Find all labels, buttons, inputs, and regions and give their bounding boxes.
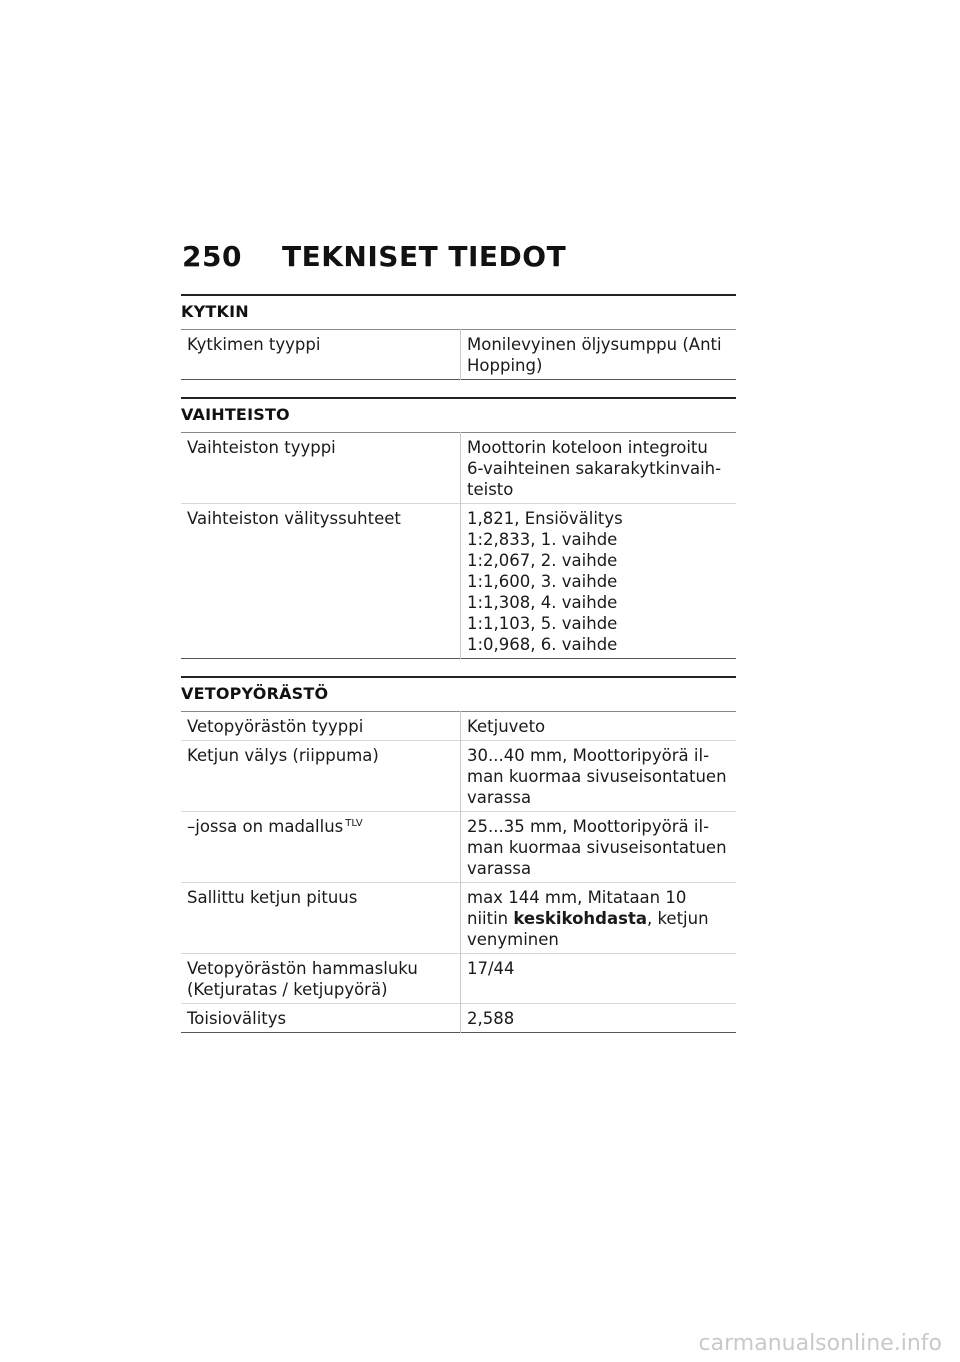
- value-line: 1:1,600, 3. vaihde: [467, 572, 618, 591]
- page-header: [182, 240, 567, 273]
- spec-value: [461, 883, 737, 954]
- table-row: [181, 712, 736, 741]
- value-line: 2,588: [467, 1009, 515, 1028]
- spec-label: [181, 812, 461, 883]
- spec-label: Kytkimen tyyppi: [181, 330, 461, 380]
- spec-content: [181, 294, 736, 1050]
- value-line: [467, 908, 730, 929]
- spec-label: Ketjun välys (riippuma): [181, 741, 461, 812]
- section-kytkin: [181, 294, 736, 380]
- spec-value: [461, 812, 737, 883]
- value-line: 25...35 mm, Moottoripyörä il-: [467, 817, 710, 836]
- value-line: man kuormaa sivuseisontatuen: [467, 767, 727, 786]
- spec-value: [461, 741, 737, 812]
- value-line: Moottorin koteloon integroitu: [467, 438, 708, 457]
- spec-value: [461, 433, 737, 504]
- value-line: 1:1,308, 4. vaihde: [467, 593, 618, 612]
- section-title: VAIHTEISTO: [181, 397, 736, 432]
- table-row: [181, 812, 736, 883]
- spec-label: Sallittu ketjun pituus: [181, 883, 461, 954]
- spec-label: Vaihteiston tyyppi: [181, 433, 461, 504]
- table-row: [181, 741, 736, 812]
- table-row: [181, 504, 736, 659]
- value-line: 17/44: [467, 959, 515, 978]
- value-line: 6-vaihteinen sakarakytkinvaih-: [467, 459, 722, 478]
- value-line: max 144 mm, Mitataan 10: [467, 888, 687, 907]
- spec-value: [461, 330, 737, 380]
- spec-table: [181, 329, 736, 380]
- value-text: , ketjun: [646, 909, 709, 928]
- value-line: Ketjuveto: [467, 717, 546, 736]
- spec-label: Vaihteiston välityssuhteet: [181, 504, 461, 659]
- spec-value: [461, 712, 737, 741]
- watermark: carmanualsonline.info: [698, 1331, 942, 1356]
- label-text: –jossa on madallus: [187, 817, 344, 836]
- value-line: man kuormaa sivuseisontatuen: [467, 838, 727, 857]
- spec-label: Vetopyörästön tyyppi: [181, 712, 461, 741]
- label-line: (Ketjuratas / ketjupyörä): [187, 980, 388, 999]
- value-line: venyminen: [467, 930, 559, 949]
- value-line: varassa: [467, 859, 532, 878]
- spec-value: [461, 1004, 737, 1033]
- value-line: 1:0,968, 6. vaihde: [467, 635, 618, 654]
- value-line: Hopping): [467, 356, 543, 375]
- section-vetopyorasto: [181, 676, 736, 1033]
- table-row: [181, 954, 736, 1004]
- section-vaihteisto: [181, 397, 736, 659]
- value-line: varassa: [467, 788, 532, 807]
- spec-value: [461, 504, 737, 659]
- value-line: 1,821, Ensiövälitys: [467, 509, 623, 528]
- value-line: 1:1,103, 5. vaihde: [467, 614, 618, 633]
- value-line: Monilevyinen öljysumppu (Anti: [467, 335, 722, 354]
- section-title: VETOPYÖRÄSTÖ: [181, 676, 736, 711]
- page-number: 250: [182, 240, 242, 273]
- value-line: 30...40 mm, Moottoripyörä il-: [467, 746, 710, 765]
- table-row: [181, 433, 736, 504]
- spec-label: Toisiovälitys: [181, 1004, 461, 1033]
- spec-table: [181, 711, 736, 1033]
- spec-value: [461, 954, 737, 1004]
- tlv-superscript: TLV: [345, 817, 363, 829]
- value-emphasis: keskikohdasta: [513, 909, 647, 928]
- spec-table: [181, 432, 736, 659]
- spec-label: [181, 954, 461, 1004]
- value-line: teisto: [467, 480, 514, 499]
- table-row: [181, 1004, 736, 1033]
- table-row: [181, 330, 736, 380]
- value-line: 1:2,833, 1. vaihde: [467, 530, 618, 549]
- section-title: KYTKIN: [181, 294, 736, 329]
- value-line: 1:2,067, 2. vaihde: [467, 551, 618, 570]
- table-row: [181, 883, 736, 954]
- page-title: TEKNISET TIEDOT: [282, 240, 567, 273]
- label-line: Vetopyörästön hammasluku: [187, 959, 418, 978]
- value-text: niitin: [467, 909, 514, 928]
